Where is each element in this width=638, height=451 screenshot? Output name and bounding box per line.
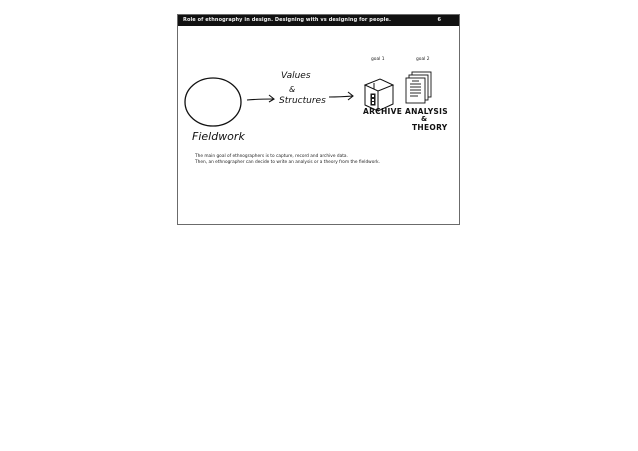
values-label: Values [281,71,311,81]
analysis-label: ANALYSIS [405,107,448,116]
archive-label: ARCHIVE [363,107,403,116]
arrow-to-values [247,95,274,102]
theory-label: THEORY [412,123,448,132]
analysis-ampersand: & [421,115,428,123]
ethnography-diagram [178,15,461,226]
goal2-label: goal 2 [416,57,430,62]
values-ampersand: & [289,85,296,94]
fieldwork-circle [185,78,241,126]
body-line-2: Then, an ethnographer can decide to write an analysis or a theory from the fieldwork. [195,160,380,165]
arrow-to-goals [329,92,353,100]
slide-title: Role of ethnography in design. Designing with vs designing for people. [183,17,391,23]
goal1-label: goal 1 [371,57,385,62]
page-number: 6 [437,17,441,23]
papers-stack-icon [406,72,431,103]
fieldwork-label: Fieldwork [192,130,245,143]
slide [177,14,460,225]
structures-label: Structures [279,96,326,106]
body-line-1: The main goal of ethnographers is to capture, record and archive data. [195,154,348,159]
